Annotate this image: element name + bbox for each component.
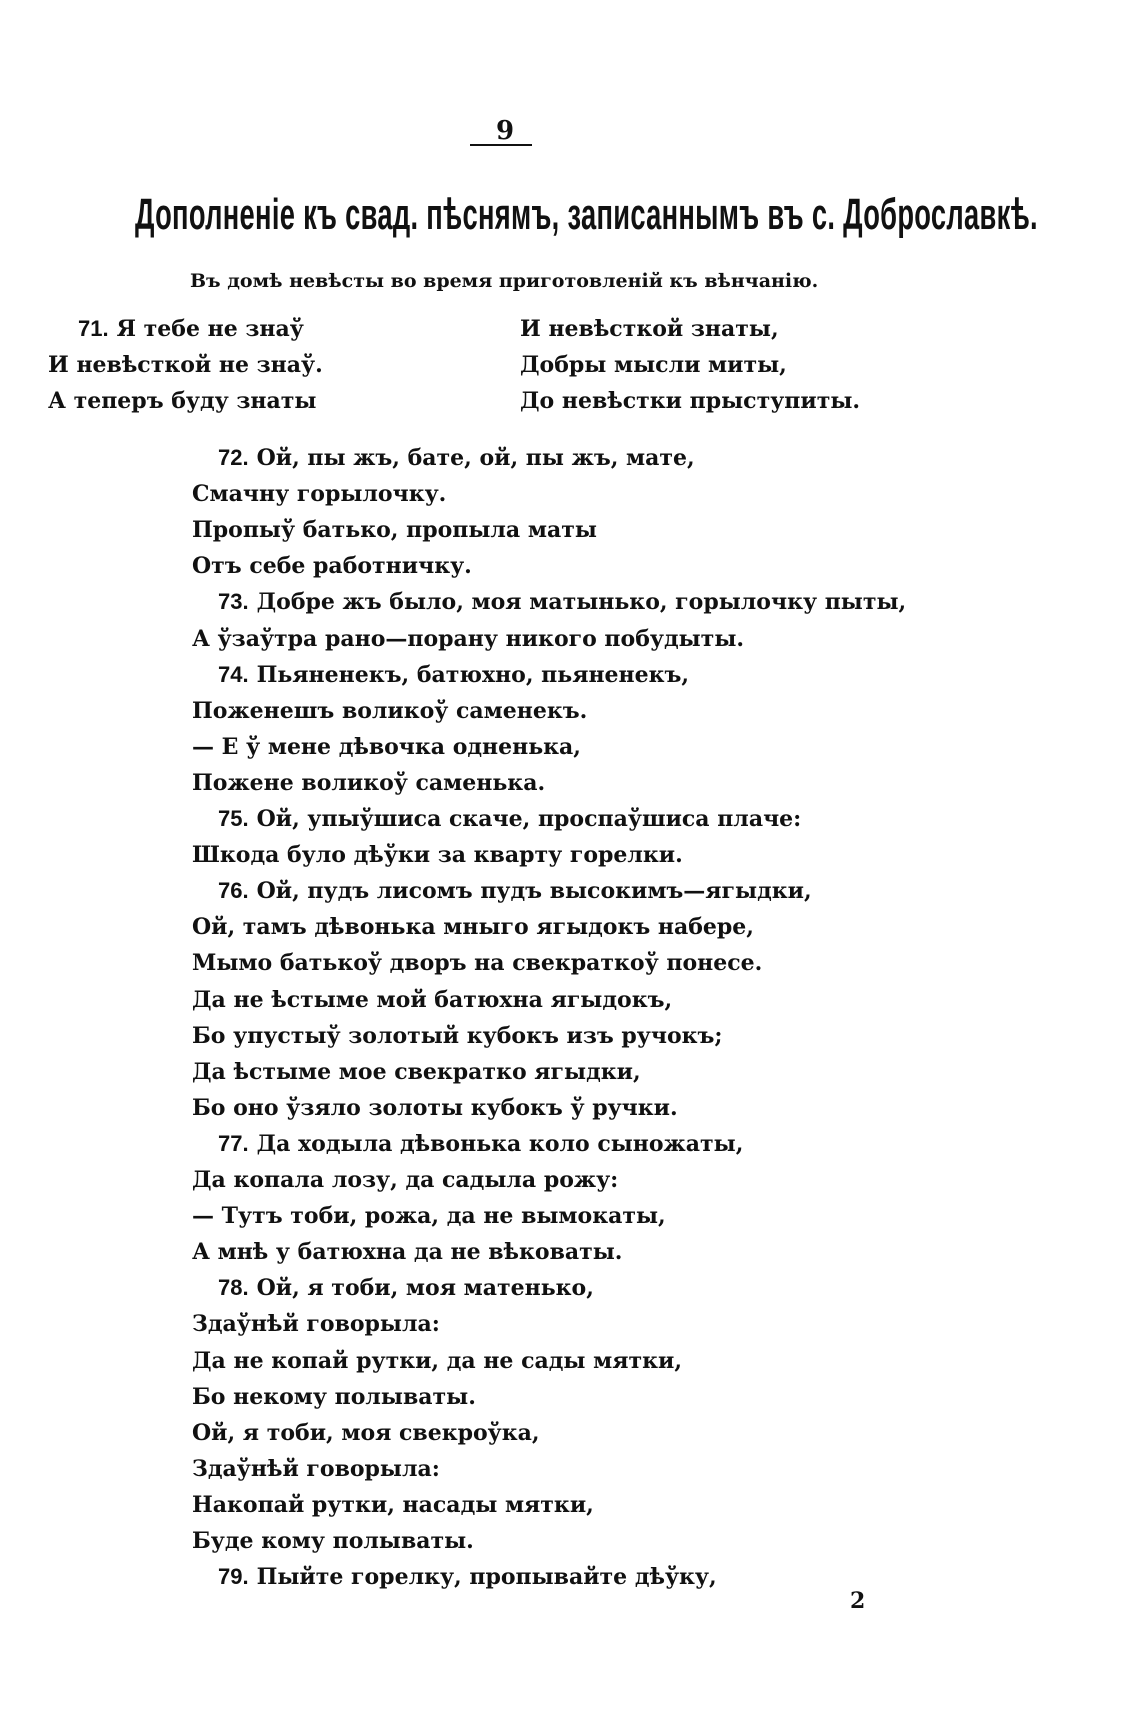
verse-text: Бо упустыў золотый кубокъ изъ ручокъ;: [192, 1022, 723, 1049]
verse-line: До невѣстки прыступиты.: [520, 388, 861, 414]
verse-text: Здаўнѣй говорыла:: [192, 1311, 440, 1338]
verse-line: [218, 1275, 594, 1301]
verse-line: [192, 1095, 678, 1121]
verse-text: Ой, я тоби, моя матенько,: [256, 1275, 594, 1302]
verse-line: [218, 1564, 717, 1590]
verse-line: [192, 1348, 682, 1374]
printer-signature: 2: [850, 1588, 866, 1614]
verse-line: [192, 1384, 476, 1410]
verse-line: [192, 1311, 440, 1337]
verse-text: Ой, пудъ лисомъ пудъ высокимъ—ягыдки,: [256, 878, 812, 905]
verse-text: Добре жъ было, моя матынько, горылочку пыты,: [256, 589, 907, 616]
verse-number: 75.: [218, 806, 249, 831]
verse-text: А мнѣ у батюхна да не вѣковаты.: [192, 1239, 623, 1266]
verse-text: Да не копай рутки, да не сады мятки,: [192, 1347, 682, 1374]
verse-line: [192, 698, 587, 724]
verse-text: — Тутъ тоби, рожа, да не вымокаты,: [192, 1203, 666, 1230]
page-number-rule: [470, 144, 532, 146]
section-subtitle: Въ домѣ невѣсты во время приготовленій къ вѣнчанію.: [190, 270, 819, 292]
verse-line: [192, 1239, 622, 1265]
verse-text: Пожене воликоў саменька.: [192, 769, 546, 796]
verse-text: Пыйте горелку, пропывайте дѣўку,: [256, 1564, 717, 1591]
verse-text: Бо некому полываты.: [192, 1383, 476, 1410]
verse-line: Добры мысли миты,: [520, 352, 787, 378]
verse-line: [218, 662, 689, 688]
verse-text: Пропыў батько, пропыла маты: [192, 517, 597, 544]
verse-line: [192, 1528, 474, 1554]
verse-line: [192, 1456, 440, 1482]
verse-line: [192, 842, 683, 868]
verse-line: И невѣсткой не знаў.: [48, 352, 323, 378]
verse-line: А теперъ буду знаты: [48, 388, 317, 414]
verse-line: [218, 878, 812, 904]
verse-number: 71.: [78, 316, 109, 341]
verse-text: Пьяненекъ, батюхно, пьяненекъ,: [256, 661, 690, 688]
verse-text: Ой, упыўшиса скаче, проспаўшиса плаче:: [256, 806, 802, 832]
verse-line: [218, 806, 801, 832]
verse-text: Ой, я тоби, моя свекроўка,: [192, 1419, 540, 1446]
verse-text: Мымо батькоў дворъ на свекраткоў понесе.: [192, 950, 763, 977]
section-title: Дополненіе къ свад. пѣснямъ, записаннымъ въ с. Доброславкѣ.: [135, 190, 1038, 239]
verse-text: Ой, тамъ дѣвонька мныго ягыдокъ наберe,: [192, 914, 754, 941]
verse-line: [192, 1203, 666, 1229]
verse-line: [218, 1131, 743, 1157]
verse-line: [192, 626, 744, 652]
verse-line: [192, 1023, 723, 1049]
verse-text: Буде кому полываты.: [192, 1528, 474, 1554]
verse-line: [192, 1420, 540, 1446]
verse-text: — Е ў мене дѣвочка одненька,: [192, 733, 581, 760]
verse-text: Ой, пы жъ, бате, ой, пы жъ, мате,: [256, 445, 695, 471]
verse-number: 74.: [218, 661, 249, 687]
verse-number: 77.: [218, 1130, 249, 1156]
verse-line: [192, 517, 597, 543]
verse-line: [192, 1492, 594, 1518]
verse-line: [192, 1059, 641, 1085]
verse-line: [192, 481, 446, 507]
verse-text: А ўзаўтра рано—порану никого побудыты.: [192, 625, 745, 652]
verse-line: [192, 734, 581, 760]
verse-line: [218, 445, 695, 471]
verse-text: Да ходыла дѣвонька коло сыножаты,: [256, 1130, 744, 1157]
verse-number: 72.: [218, 445, 249, 470]
verse-text: Смачну горылочку.: [192, 481, 447, 508]
verse-text: Я тебе не знаў: [116, 316, 304, 342]
verse-number: 76.: [218, 878, 249, 904]
page-number: 9: [495, 116, 515, 146]
verse-line: [192, 950, 762, 976]
verse-line: И невѣсткой знаты,: [520, 316, 779, 342]
verse-line: [192, 1167, 618, 1193]
verse-text: Здаўнѣй говорыла:: [192, 1455, 440, 1482]
verse-line: [218, 589, 906, 615]
verse-number: 78.: [218, 1275, 249, 1301]
verse-text: Бо оно ўзяло золоты кубокъ ў ручки.: [192, 1094, 678, 1121]
verse-line: [192, 770, 545, 796]
verse-number: 79.: [218, 1564, 249, 1590]
verse-line: [48, 316, 304, 342]
verse-text: Поженешъ воликоў саменекъ.: [192, 697, 588, 724]
verse-line: [192, 987, 672, 1013]
verse-text: Да не ѣстыме мой батюхна ягыдокъ,: [192, 986, 673, 1013]
verse-text: Да копала лозу, да садыла рожу:: [192, 1167, 619, 1193]
verse-text: Отъ себе работничку.: [192, 553, 472, 580]
verse-text: Накопай рутки, насады мятки,: [192, 1491, 594, 1518]
verse-number: 73.: [218, 589, 249, 615]
verse-line: [192, 553, 472, 579]
verse-text: Да ѣстыме мое свекратко ягыдки,: [192, 1058, 641, 1085]
verse-line: [192, 914, 754, 940]
verse-text: Шкода було дѣўки за кварту горелки.: [192, 842, 683, 869]
